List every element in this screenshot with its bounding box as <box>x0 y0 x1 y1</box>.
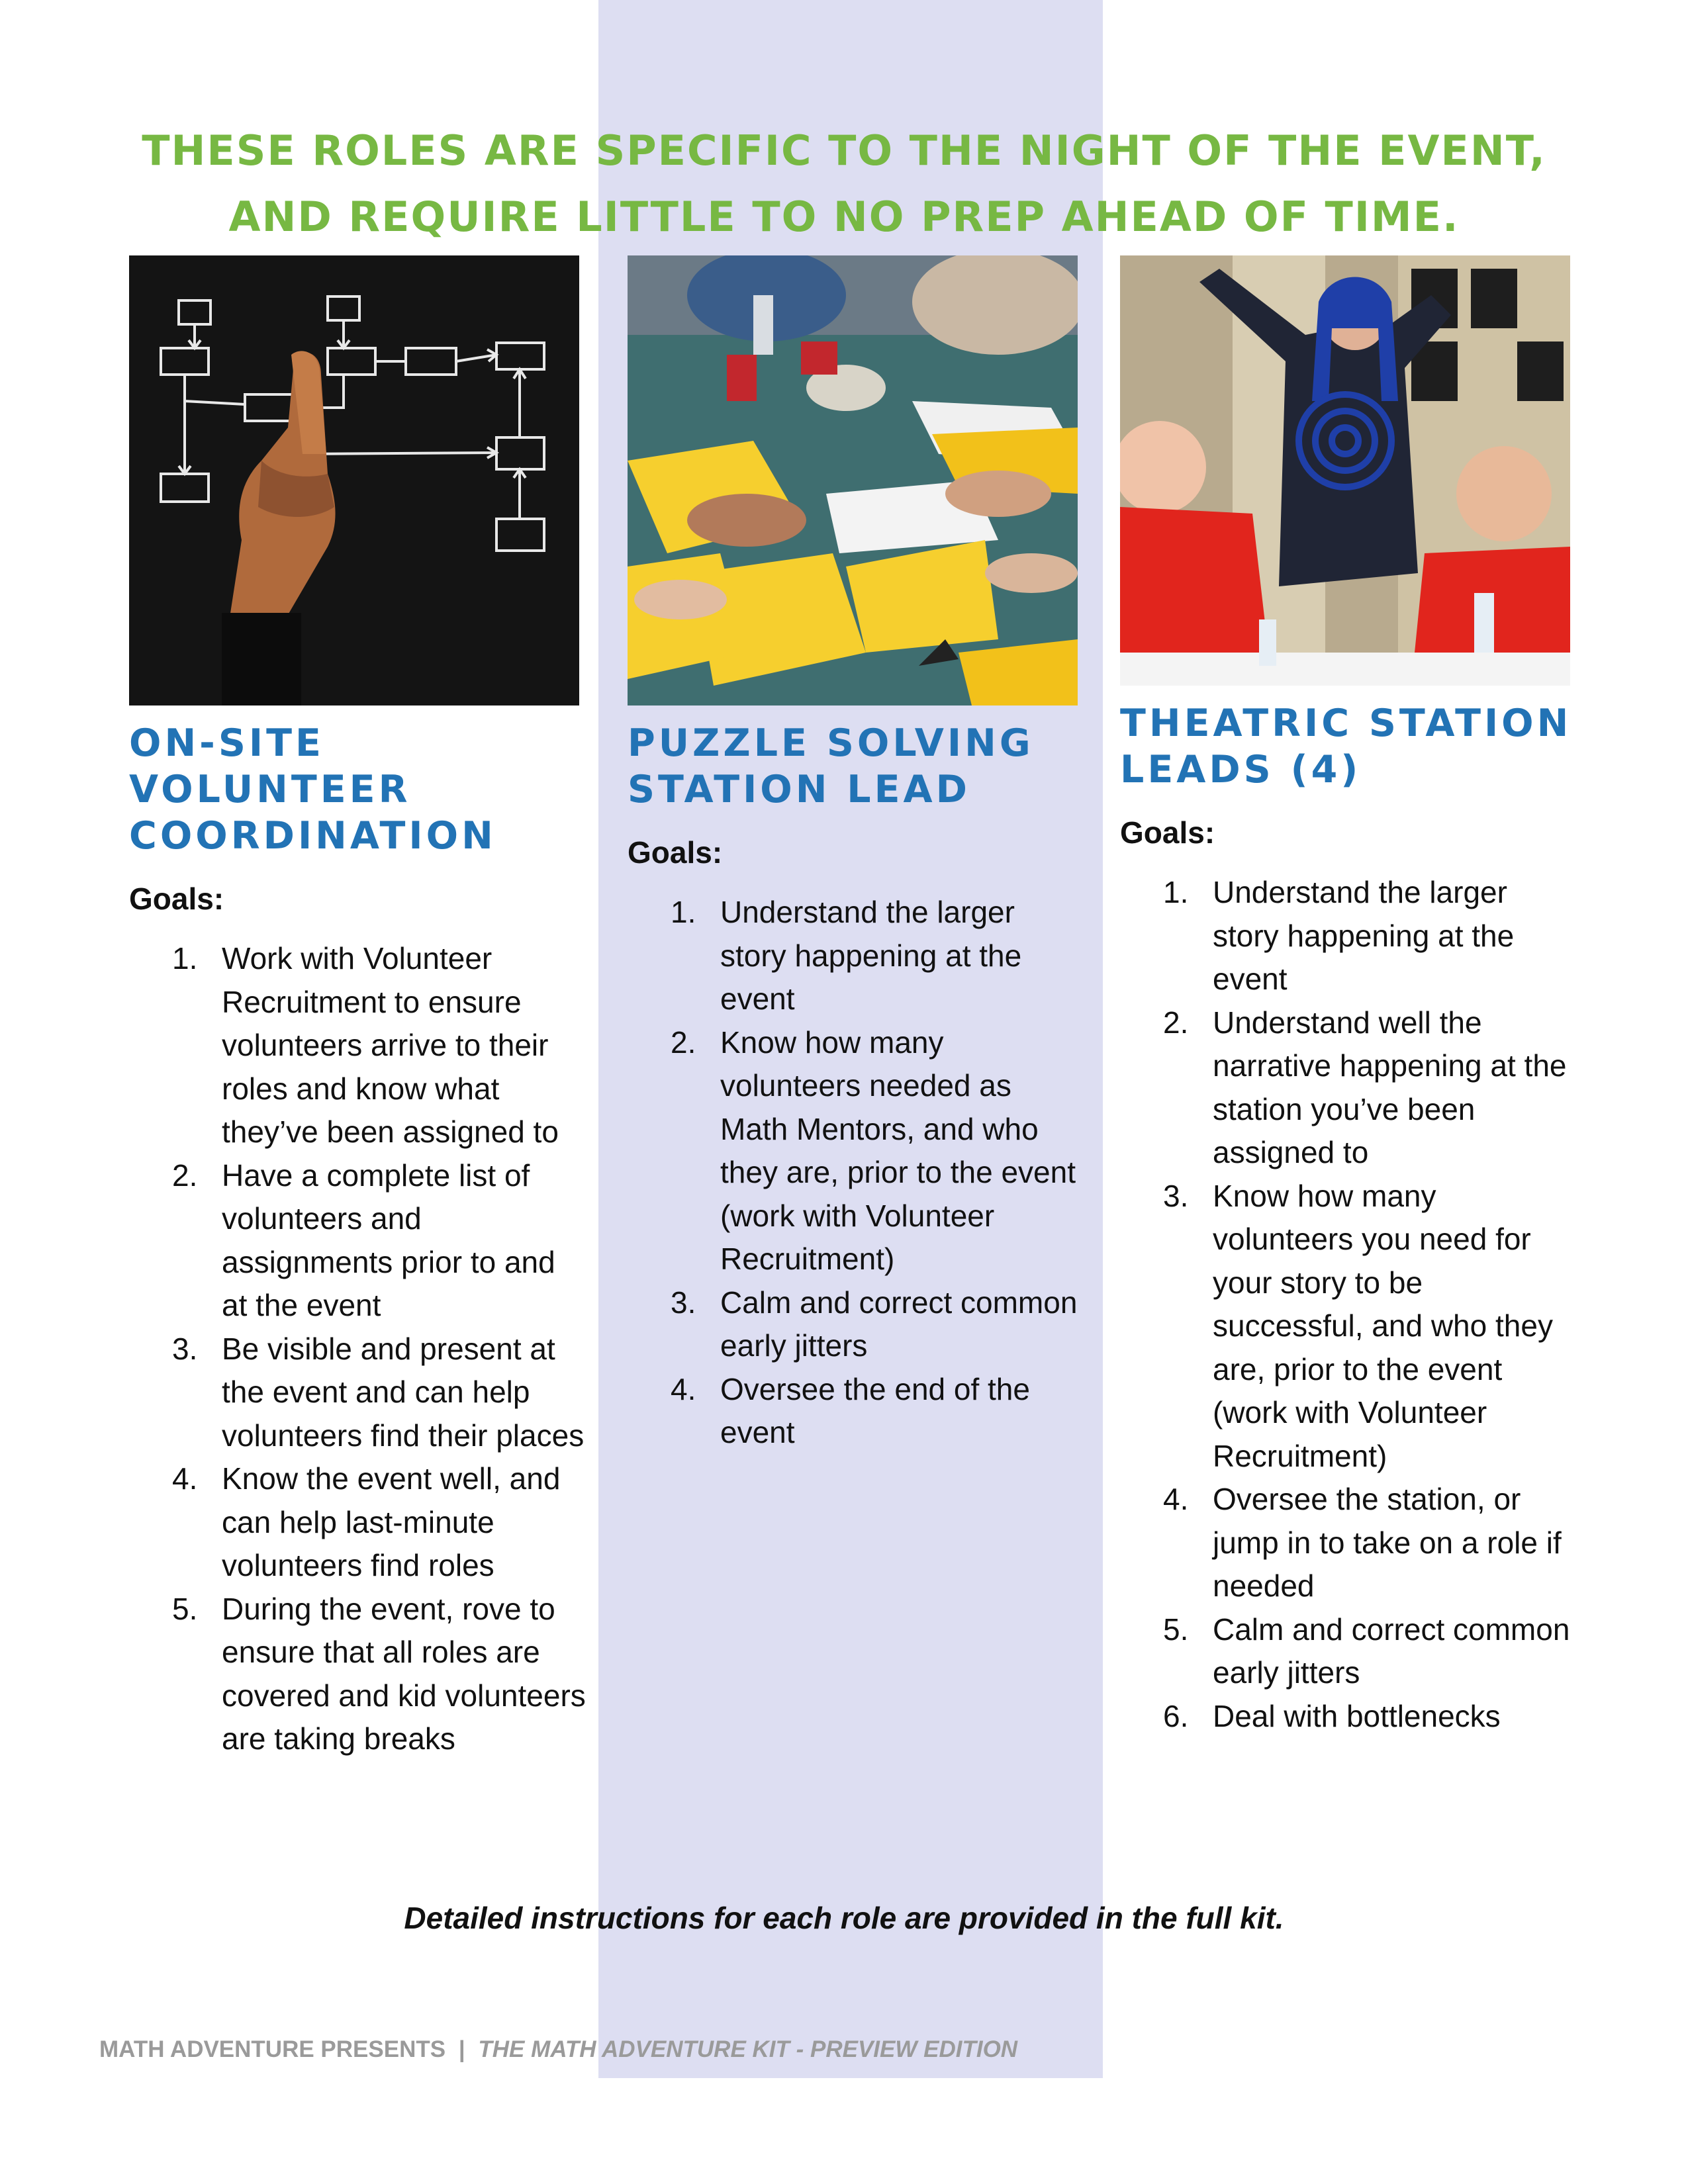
role-title-line-2: LEADS (4) <box>1120 748 1362 792</box>
goal-number: 2. <box>671 1024 696 1060</box>
goal-text: Oversee the station, or jump in to take on a role if needed <box>1213 1482 1562 1603</box>
footer-publisher: MATH ADVENTURE PRESENTS <box>99 2036 446 2062</box>
goal-text: Deal with bottlenecks <box>1213 1698 1501 1733</box>
goal-number: 4. <box>172 1461 198 1496</box>
goal-item <box>1120 1478 1577 1608</box>
goal-number: 6. <box>1163 1698 1189 1733</box>
goal-item <box>129 937 586 1154</box>
footnote: Detailed instructions for each role are provided in the full kit. <box>404 1901 1284 1935</box>
goal-item <box>1120 1608 1577 1695</box>
goal-number: 4. <box>671 1371 696 1406</box>
goal-number: 1. <box>671 895 696 929</box>
role-title-line-2: COORDINATION <box>129 814 496 858</box>
goal-number: 3. <box>1163 1178 1189 1213</box>
footer-kit-title: THE MATH ADVENTURE KIT - PREVIEW EDITION <box>478 2036 1018 2062</box>
goal-number: 4. <box>1163 1482 1189 1516</box>
goal-text: Calm and correct common early jitters <box>1213 1612 1570 1690</box>
goal-number: 3. <box>172 1331 198 1366</box>
goal-text: Oversee the end of the event <box>720 1371 1030 1449</box>
role-title-line-2: STATION LEAD <box>628 768 970 811</box>
goal-list <box>628 891 1084 1455</box>
goal-number: 1. <box>1163 875 1189 909</box>
goal-number: 2. <box>1163 1005 1189 1040</box>
goals-label: Goals: <box>129 882 224 916</box>
page-headline <box>0 118 1688 250</box>
role-column-puzzle-solving <box>628 255 1084 1455</box>
goal-number: 3. <box>671 1285 696 1320</box>
goal-text: Know the event well, and can help last-minute volunteers find roles <box>222 1461 561 1582</box>
role-column-theatric-station <box>1120 255 1577 1738</box>
goal-item <box>129 1457 586 1588</box>
role-title <box>129 720 586 859</box>
goal-item <box>628 1021 1084 1281</box>
goal-text: Be visible and present at the event and can help volunteers find their places <box>222 1331 585 1453</box>
headline-line-2: AND REQUIRE LITTLE TO NO PREP AHEAD OF TIME. <box>228 193 1460 241</box>
goal-text: Know how many volunteers you need for your story to be successful, and who they are, prior to the event (work with Volunteer Recruitment) <box>1213 1178 1553 1473</box>
goal-text: Have a complete list of volunteers and assignments prior to and at the event <box>222 1158 555 1322</box>
role-title-line-1: THEATRIC STATION <box>1120 702 1572 745</box>
goal-item <box>1120 1175 1577 1479</box>
goal-text: Understand well the narrative happening at the station you’ve been assigned to <box>1213 1005 1567 1169</box>
footer-separator: | <box>458 2036 465 2062</box>
goal-text: Understand the larger story happening at the event <box>1213 875 1515 996</box>
goal-text: Calm and correct common early jitters <box>720 1285 1078 1363</box>
goal-item <box>1120 1001 1577 1175</box>
page-footer <box>99 2033 1017 2066</box>
role-title-line-1: ON-SITE VOLUNTEER <box>129 721 411 811</box>
costumed-volunteers-photo <box>1120 255 1570 686</box>
role-title <box>628 720 1084 813</box>
goals-label: Goals: <box>1120 815 1215 850</box>
goal-number: 5. <box>172 1591 198 1626</box>
goal-text: Understand the larger story happening at the event <box>720 895 1022 1016</box>
goal-number: 1. <box>172 941 198 976</box>
headline-line-1: THESE ROLES ARE SPECIFIC TO THE NIGHT OF THE EVENT, <box>142 126 1546 175</box>
goal-item <box>1120 871 1577 1001</box>
goal-item <box>628 1281 1084 1368</box>
goal-text: During the event, rove to ensure that all roles are covered and kid volunteers are taking breaks <box>222 1591 586 1756</box>
goal-item <box>1120 1695 1577 1739</box>
goal-number: 2. <box>172 1158 198 1193</box>
flowchart-chalkboard-photo <box>129 255 579 705</box>
puzzle-table-photo <box>628 255 1078 705</box>
role-column-volunteer-coordination <box>129 255 586 1761</box>
goal-item <box>628 891 1084 1021</box>
goal-text: Work with Volunteer Recruitment to ensure volunteers arrive to their roles and know what they’ve been assigned to <box>222 941 559 1149</box>
goal-item <box>129 1588 586 1761</box>
goal-item <box>129 1328 586 1458</box>
goal-number: 5. <box>1163 1612 1189 1647</box>
goal-item <box>628 1368 1084 1455</box>
goals-label: Goals: <box>628 835 723 870</box>
goal-item <box>129 1154 586 1328</box>
goal-text: Know how many volunteers needed as Math Mentors, and who they are, prior to the event (work with Volunteer Recruitment) <box>720 1024 1076 1276</box>
role-title <box>1120 700 1577 793</box>
goal-list <box>1120 871 1577 1738</box>
role-title-line-1: PUZZLE SOLVING <box>628 721 1034 765</box>
goal-list <box>129 937 586 1761</box>
